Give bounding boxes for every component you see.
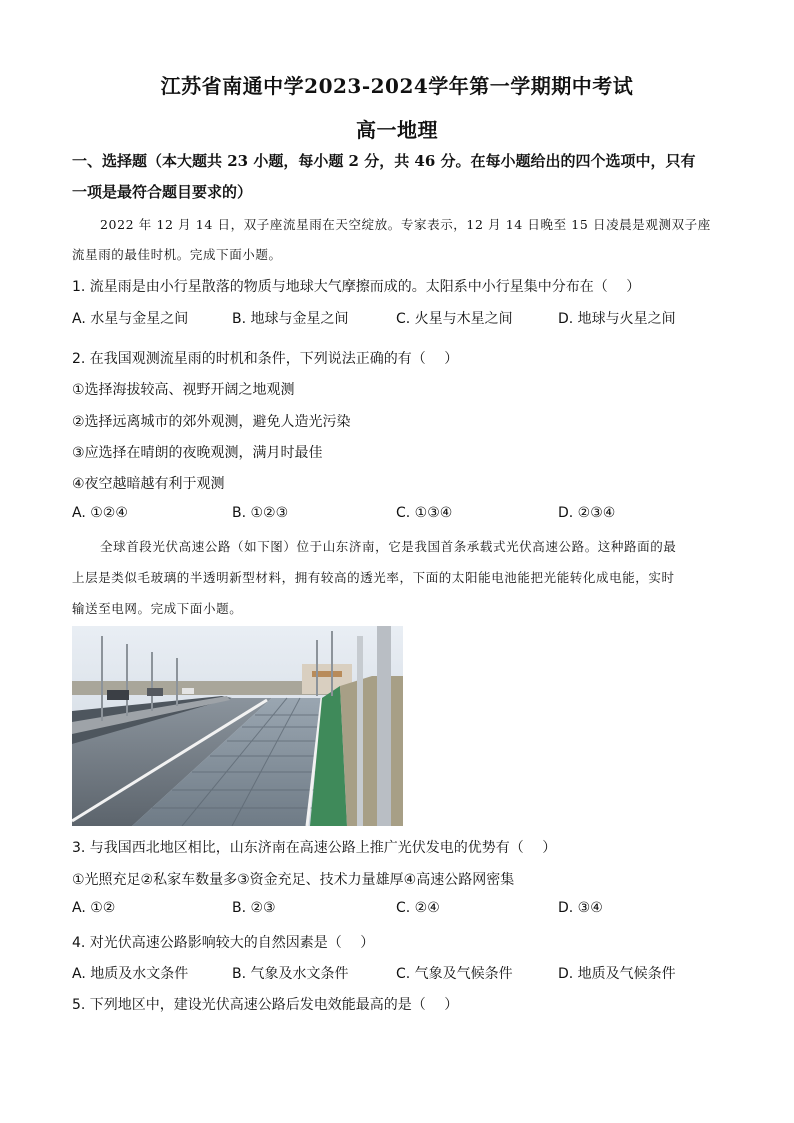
q3-option-d: D. ③④ bbox=[558, 900, 603, 916]
question-4-stem: 4. 对光伏高速公路影响较大的自然因素是（ ） bbox=[72, 935, 375, 951]
subject-title: 高一地理 bbox=[356, 118, 438, 142]
q3-option-a: A. ①② bbox=[72, 900, 116, 916]
q3-statements: ①光照充足②私家车数量多③资金充足、技术力量雄厚④高速公路网密集 bbox=[72, 872, 515, 888]
passage1-line2: 流星雨的最佳时机。完成下面小题。 bbox=[72, 247, 282, 262]
question-2-stem: 2. 在我国观测流星雨的时机和条件，下列说法正确的有（ ） bbox=[72, 351, 459, 367]
q4-option-a: A. 地质及水文条件 bbox=[72, 966, 189, 982]
passage2-line1: 全球首段光伏高速公路（如下图）位于山东济南，它是我国首条承载式光伏高速公路。这种路面的最 bbox=[100, 539, 677, 554]
q4-option-b: B. 气象及水文条件 bbox=[232, 966, 349, 982]
q2-statement-4: ④夜空越暗越有利于观测 bbox=[72, 476, 225, 492]
q1-option-a: A. 水星与金星之间 bbox=[72, 311, 189, 327]
passage1-line1: 2022 年 12 月 14 日，双子座流星雨在天空绽放。专家表示，12 月 14 日晚至 15 日凌晨是观测双子座 bbox=[100, 217, 711, 232]
q3-option-b: B. ②③ bbox=[232, 900, 276, 916]
q2-statement-2: ②选择远离城市的郊外观测，避免人造光污染 bbox=[72, 414, 351, 430]
q2-option-b: B. ①②③ bbox=[232, 505, 289, 521]
section-heading-line1: 一、选择题（本大题共 23 小题，每小题 2 分，共 46 分。在每小题给出的四个选项中，只有 bbox=[72, 152, 696, 170]
q2-option-a: A. ①②④ bbox=[72, 505, 128, 521]
question-1-stem: 1. 流星雨是由小行星散落的物质与地球大气摩擦而成的。太阳系中小行星集中分布在（ ） bbox=[72, 279, 641, 295]
question-5-stem: 5. 下列地区中，建设光伏高速公路后发电效能最高的是（ ） bbox=[72, 997, 459, 1013]
passage2-line2: 上层是类似毛玻璃的半透明新型材料，拥有较高的透光率，下面的太阳能电池能把光能转化成电能，实时 bbox=[72, 570, 675, 585]
q2-statement-3: ③应选择在晴朗的夜晚观测，满月时最佳 bbox=[72, 445, 323, 461]
q3-option-c: C. ②④ bbox=[396, 900, 440, 916]
question-3-stem: 3. 与我国西北地区相比，山东济南在高速公路上推广光伏发电的优势有（ ） bbox=[72, 840, 557, 856]
q2-option-c: C. ①③④ bbox=[396, 505, 453, 521]
q4-option-d: D. 地质及气候条件 bbox=[558, 966, 676, 982]
q1-option-b: B. 地球与金星之间 bbox=[232, 311, 349, 327]
section-heading-line2: 一项是最符合题目要求的） bbox=[72, 183, 253, 201]
passage2-line3: 输送至电网。完成下面小题。 bbox=[72, 601, 243, 616]
q4-option-c: C. 气象及气候条件 bbox=[396, 966, 513, 982]
q2-statement-1: ①选择海拔较高、视野开阔之地观测 bbox=[72, 382, 295, 398]
exam-title: 江苏省南通中学2023-2024学年第一学期期中考试 bbox=[160, 74, 634, 98]
q2-option-d: D. ②③④ bbox=[558, 505, 616, 521]
q1-option-c: C. 火星与木星之间 bbox=[396, 311, 513, 327]
pv-highway-photo bbox=[72, 626, 403, 826]
q1-option-d: D. 地球与火星之间 bbox=[558, 311, 676, 327]
